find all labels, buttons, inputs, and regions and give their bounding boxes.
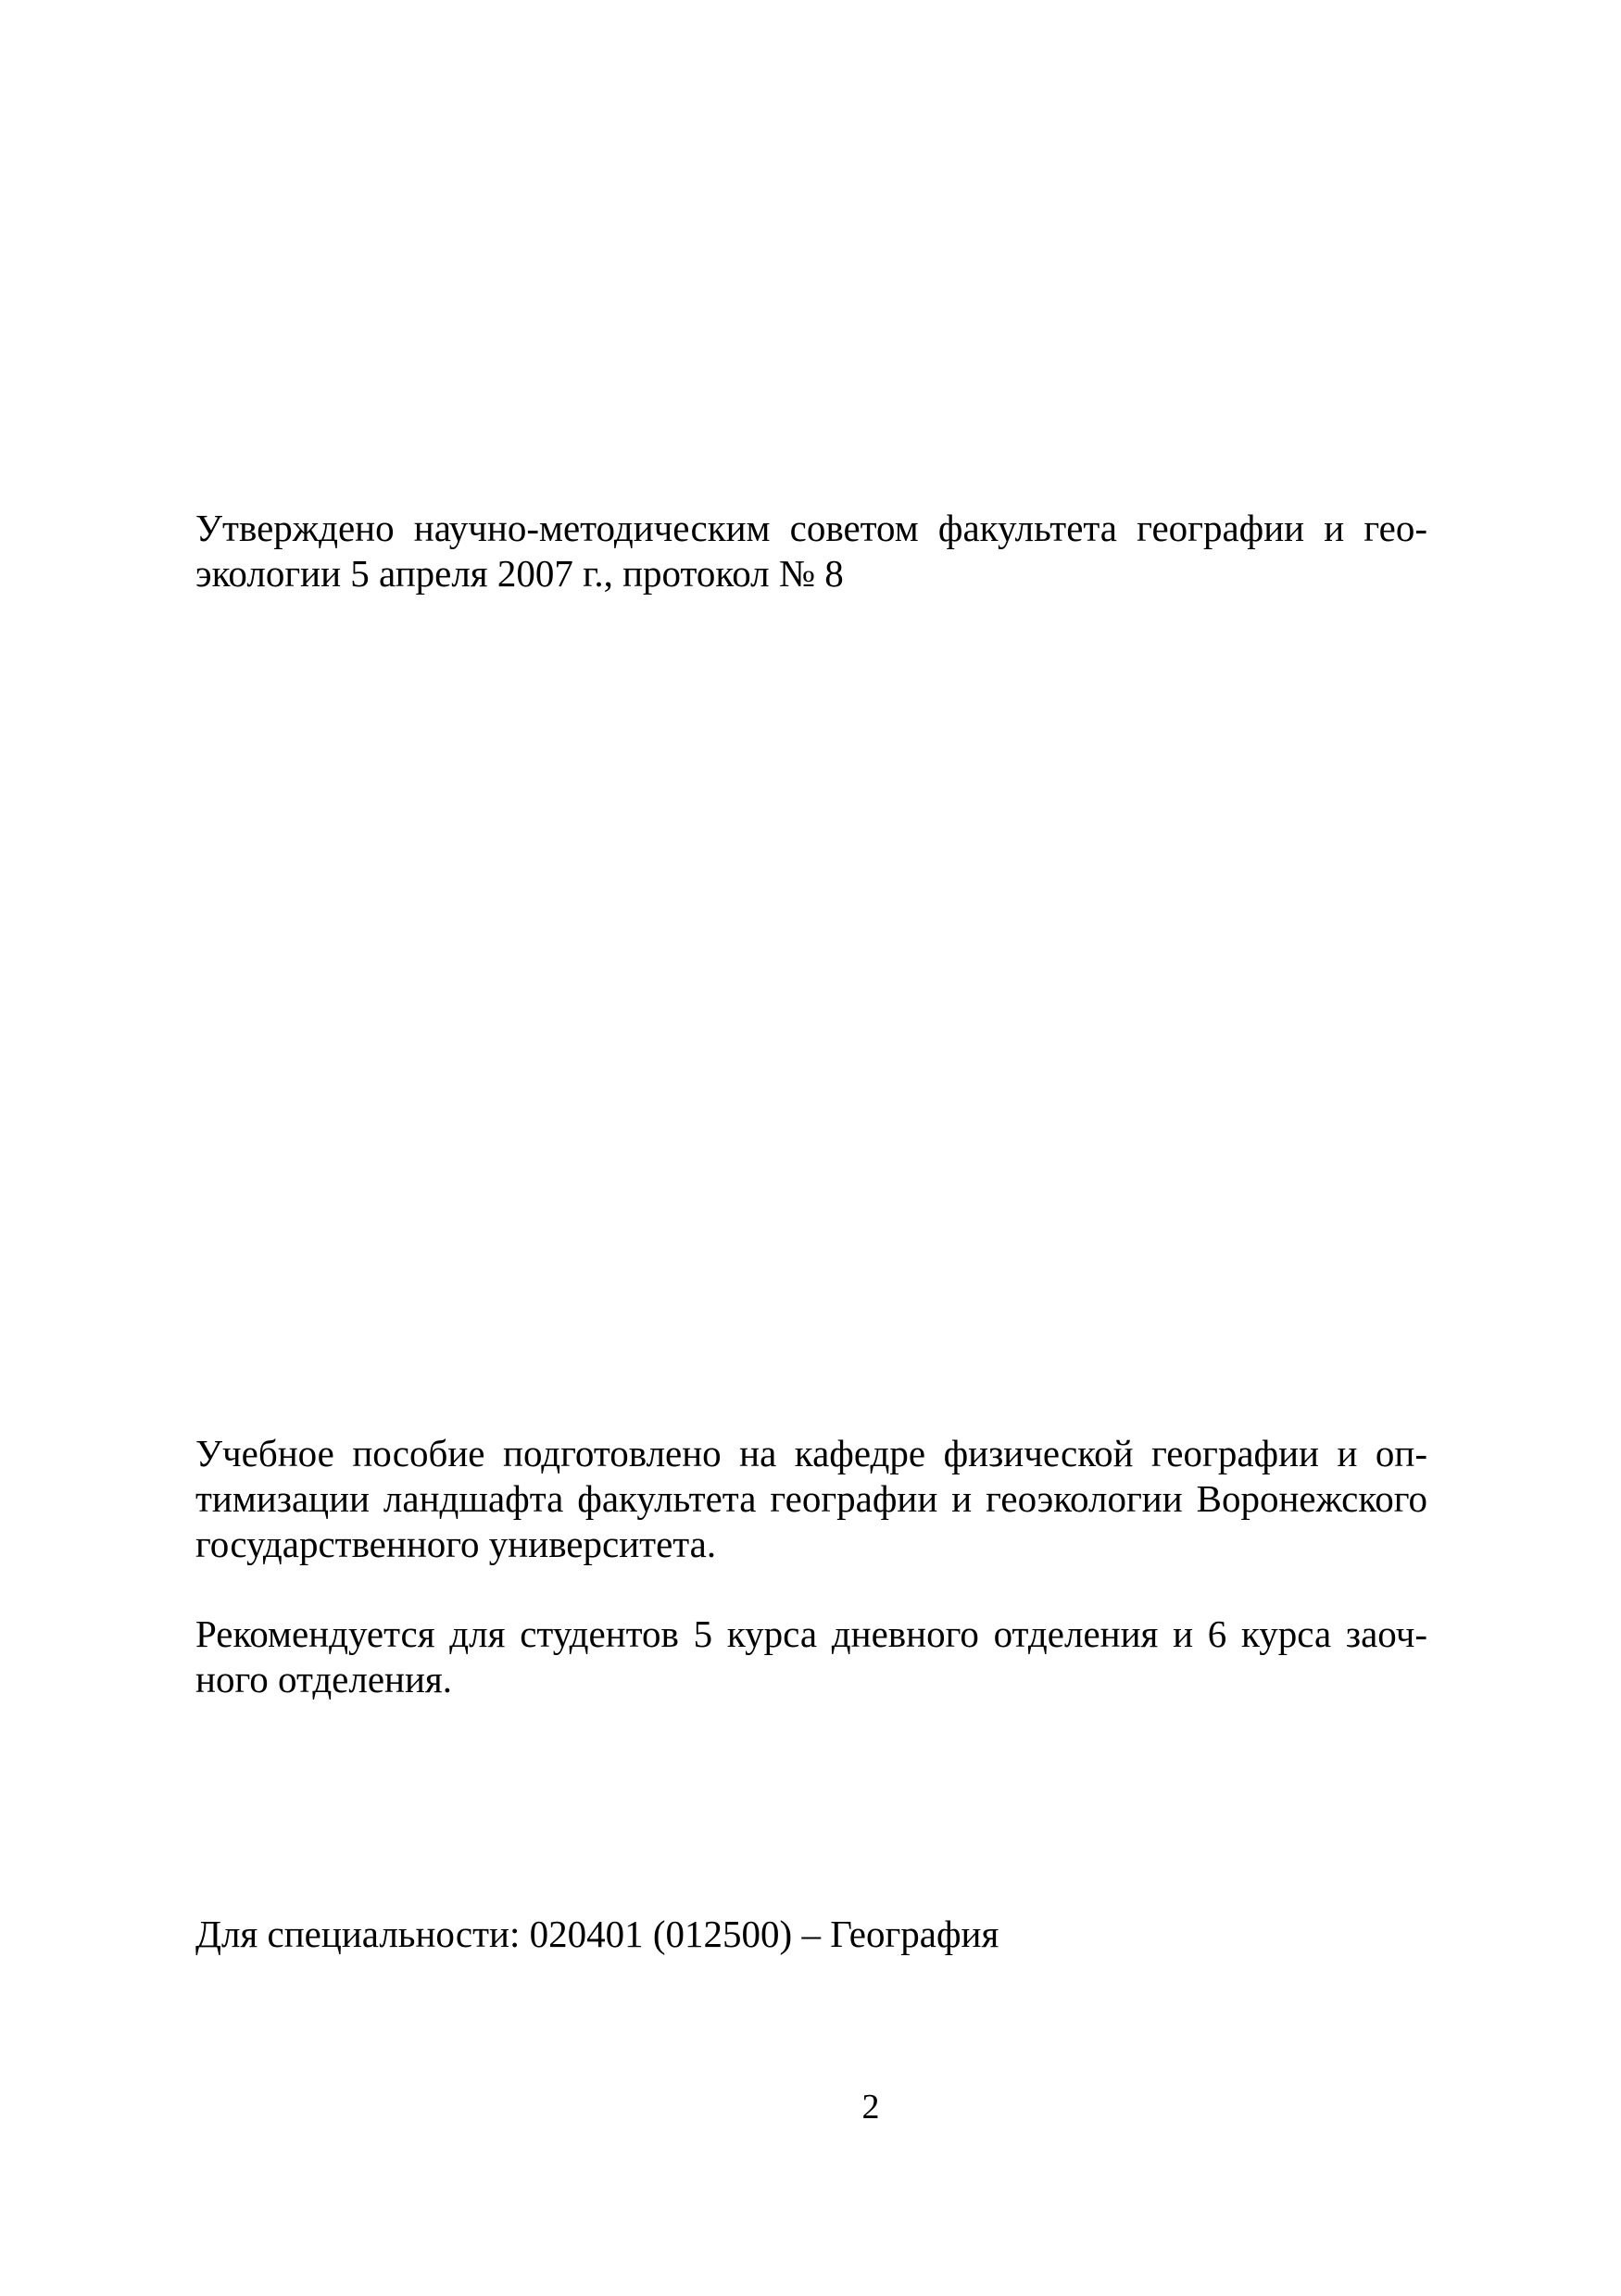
approval-line-2: экологии 5 апреля 2007 г., протокол № 8 (195, 552, 844, 595)
specialty-line (195, 1912, 1427, 1957)
recommended-paragraph (195, 1612, 1427, 1702)
recommended-line-1: Рекомендуется для студентов 5 курса дневного отделения и 6 курса заоч- (195, 1612, 1427, 1655)
prepared-paragraph (195, 1431, 1427, 1567)
prepared-line-2: тимизации ландшафта факультета географии и геоэкологии Воронежского (195, 1477, 1427, 1520)
approval-paragraph (195, 506, 1427, 596)
prepared-line-3: государственного университета. (195, 1523, 717, 1565)
prepared-line-1: Учебное пособие подготовлено на кафедре физической географии и оп- (195, 1432, 1427, 1474)
specialty-text: Для специальности: 020401 (012500) – География (195, 1913, 999, 1955)
approval-line-1: Утверждено научно-методическим советом факультета географии и гео- (195, 507, 1427, 549)
recommended-line-2: ного отделения. (195, 1658, 453, 1700)
page-number: 2 (861, 2088, 880, 2127)
